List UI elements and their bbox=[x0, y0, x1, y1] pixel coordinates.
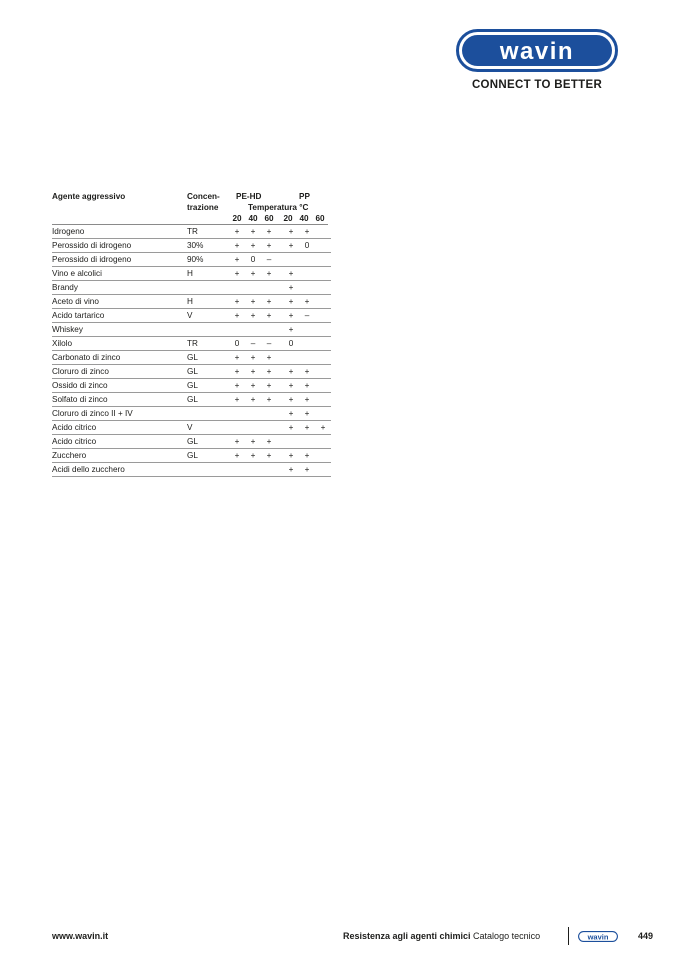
table-row bbox=[52, 239, 331, 253]
table-row bbox=[52, 435, 331, 449]
pehd-60-rating bbox=[261, 463, 277, 477]
concentration bbox=[187, 281, 229, 295]
pehd-40-rating bbox=[245, 281, 261, 295]
agent-name: Perossido di idrogeno bbox=[52, 253, 187, 267]
pp-60-rating bbox=[315, 253, 331, 267]
pehd-20-rating: + bbox=[229, 267, 245, 281]
footer-wavin-logo bbox=[578, 931, 618, 942]
pehd-20-rating bbox=[229, 323, 245, 337]
pehd-60-rating: + bbox=[261, 295, 277, 309]
concentration: GL bbox=[187, 365, 229, 379]
pp-40-rating: + bbox=[299, 365, 315, 379]
pp-60-rating bbox=[315, 323, 331, 337]
footer-url[interactable]: www.wavin.it bbox=[52, 931, 109, 941]
pehd-60-rating: + bbox=[261, 239, 277, 253]
pp-20-rating: + bbox=[283, 225, 299, 239]
table-row bbox=[52, 337, 331, 351]
agent-name: Perossido di idrogeno bbox=[52, 239, 187, 253]
agent-name: Acido tartarico bbox=[52, 309, 187, 323]
pehd-20-rating: + bbox=[229, 225, 245, 239]
table-row bbox=[52, 309, 331, 323]
pp-40-rating: – bbox=[299, 309, 315, 323]
pp-60-rating bbox=[315, 225, 331, 239]
header-concentration-2: trazione bbox=[187, 203, 219, 212]
chemical-resistance-table bbox=[52, 190, 328, 477]
header-pehd: PE-HD bbox=[236, 192, 262, 201]
pehd-40-rating: + bbox=[245, 239, 261, 253]
pp-20-rating bbox=[283, 435, 299, 449]
pehd-60-rating: + bbox=[261, 309, 277, 323]
header-concentration-1: Concen- bbox=[187, 192, 220, 201]
agent-name: Xilolo bbox=[52, 337, 187, 351]
pehd-40-rating bbox=[245, 463, 261, 477]
pehd-20-rating: + bbox=[229, 239, 245, 253]
agent-name: Aceto di vino bbox=[52, 295, 187, 309]
agent-name: Cloruro di zinco II + IV bbox=[52, 407, 187, 421]
table-row bbox=[52, 449, 331, 463]
pp-40-rating: + bbox=[299, 463, 315, 477]
concentration: GL bbox=[187, 351, 229, 365]
footer-title-bold: Resistenza agli agenti chimici bbox=[343, 931, 471, 941]
pehd-40-rating: + bbox=[245, 295, 261, 309]
header-temp-pp-60: 60 bbox=[315, 214, 325, 223]
pehd-60-rating: + bbox=[261, 267, 277, 281]
table-row bbox=[52, 421, 331, 435]
pehd-60-rating: – bbox=[261, 337, 277, 351]
pehd-20-rating: + bbox=[229, 435, 245, 449]
concentration: TR bbox=[187, 225, 229, 239]
table-row bbox=[52, 379, 331, 393]
pp-40-rating: + bbox=[299, 407, 315, 421]
footer-divider bbox=[568, 927, 569, 945]
table-row bbox=[52, 323, 331, 337]
pp-40-rating bbox=[299, 351, 315, 365]
pp-20-rating: + bbox=[283, 463, 299, 477]
pp-60-rating bbox=[315, 281, 331, 295]
pp-20-rating: + bbox=[283, 379, 299, 393]
table-row bbox=[52, 253, 331, 267]
table-header bbox=[52, 190, 328, 225]
pp-20-rating: + bbox=[283, 281, 299, 295]
pehd-20-rating: + bbox=[229, 351, 245, 365]
pehd-20-rating bbox=[229, 407, 245, 421]
agent-name: Whiskey bbox=[52, 323, 187, 337]
header-temp-pe-20: 20 bbox=[232, 214, 242, 223]
pp-40-rating: + bbox=[299, 393, 315, 407]
pp-40-rating bbox=[299, 267, 315, 281]
pehd-20-rating: + bbox=[229, 449, 245, 463]
pehd-40-rating: + bbox=[245, 393, 261, 407]
pp-20-rating: + bbox=[283, 407, 299, 421]
pp-40-rating: 0 bbox=[299, 239, 315, 253]
pp-40-rating: + bbox=[299, 421, 315, 435]
concentration bbox=[187, 463, 229, 477]
pehd-60-rating: + bbox=[261, 435, 277, 449]
header-temp-pp-20: 20 bbox=[283, 214, 293, 223]
concentration: H bbox=[187, 295, 229, 309]
header-temp-pe-40: 40 bbox=[248, 214, 258, 223]
concentration: V bbox=[187, 421, 229, 435]
concentration: 30% bbox=[187, 239, 229, 253]
table-row bbox=[52, 365, 331, 379]
pp-40-rating: + bbox=[299, 225, 315, 239]
pp-20-rating: + bbox=[283, 365, 299, 379]
pp-20-rating: + bbox=[283, 309, 299, 323]
header-temp-pe-60: 60 bbox=[264, 214, 274, 223]
pp-20-rating: + bbox=[283, 449, 299, 463]
pehd-60-rating: + bbox=[261, 225, 277, 239]
pp-20-rating: + bbox=[283, 421, 299, 435]
pp-60-rating bbox=[315, 435, 331, 449]
pp-40-rating bbox=[299, 281, 315, 295]
agent-name: Brandy bbox=[52, 281, 187, 295]
agent-name: Solfato di zinco bbox=[52, 393, 187, 407]
concentration bbox=[187, 407, 229, 421]
table-row bbox=[52, 295, 331, 309]
header-pp: PP bbox=[299, 192, 310, 201]
pehd-40-rating: – bbox=[245, 337, 261, 351]
pehd-20-rating bbox=[229, 421, 245, 435]
pehd-40-rating: + bbox=[245, 449, 261, 463]
concentration bbox=[187, 323, 229, 337]
agent-name: Acidi dello zucchero bbox=[52, 463, 187, 477]
pehd-40-rating: + bbox=[245, 435, 261, 449]
pehd-20-rating: 0 bbox=[229, 337, 245, 351]
pehd-40-rating: 0 bbox=[245, 253, 261, 267]
pp-20-rating: + bbox=[283, 323, 299, 337]
agent-name: Idrogeno bbox=[52, 225, 187, 239]
pehd-40-rating: + bbox=[245, 267, 261, 281]
pehd-60-rating bbox=[261, 421, 277, 435]
table-row bbox=[52, 281, 331, 295]
pehd-20-rating: + bbox=[229, 365, 245, 379]
footer-title bbox=[343, 931, 540, 941]
pp-60-rating bbox=[315, 267, 331, 281]
pp-60-rating bbox=[315, 239, 331, 253]
pp-60-rating bbox=[315, 309, 331, 323]
pp-60-rating bbox=[315, 449, 331, 463]
header-temperature: Temperatura °C bbox=[248, 203, 309, 212]
header-agent: Agente aggressivo bbox=[52, 192, 126, 201]
pp-60-rating bbox=[315, 379, 331, 393]
pp-20-rating: + bbox=[283, 239, 299, 253]
pehd-40-rating bbox=[245, 323, 261, 337]
pehd-20-rating: + bbox=[229, 379, 245, 393]
pp-60-rating bbox=[315, 351, 331, 365]
table-row bbox=[52, 393, 331, 407]
pehd-20-rating bbox=[229, 281, 245, 295]
table-body bbox=[52, 225, 331, 477]
pp-20-rating: 0 bbox=[283, 337, 299, 351]
pehd-60-rating bbox=[261, 407, 277, 421]
page-number: 449 bbox=[638, 931, 654, 941]
pp-60-rating bbox=[315, 295, 331, 309]
pp-60-rating bbox=[315, 365, 331, 379]
pp-60-rating bbox=[315, 337, 331, 351]
agent-name: Ossido di zinco bbox=[52, 379, 187, 393]
pp-60-rating bbox=[315, 463, 331, 477]
concentration: GL bbox=[187, 449, 229, 463]
pp-20-rating bbox=[283, 351, 299, 365]
pehd-40-rating: + bbox=[245, 225, 261, 239]
concentration: TR bbox=[187, 337, 229, 351]
concentration: GL bbox=[187, 435, 229, 449]
pp-40-rating: + bbox=[299, 295, 315, 309]
brand-tagline: CONNECT TO BETTER bbox=[471, 79, 603, 91]
agent-name: Acido citrico bbox=[52, 435, 187, 449]
pp-40-rating bbox=[299, 435, 315, 449]
pehd-40-rating: + bbox=[245, 309, 261, 323]
pp-60-rating: + bbox=[315, 421, 331, 435]
pehd-40-rating bbox=[245, 421, 261, 435]
pehd-40-rating bbox=[245, 407, 261, 421]
wavin-logo bbox=[456, 29, 618, 72]
table-row bbox=[52, 351, 331, 365]
pehd-20-rating: + bbox=[229, 253, 245, 267]
pp-40-rating: + bbox=[299, 449, 315, 463]
pehd-60-rating: – bbox=[261, 253, 277, 267]
pp-60-rating bbox=[315, 407, 331, 421]
pp-60-rating bbox=[315, 393, 331, 407]
pehd-40-rating: + bbox=[245, 365, 261, 379]
pehd-60-rating: + bbox=[261, 449, 277, 463]
pp-20-rating bbox=[283, 253, 299, 267]
pehd-20-rating: + bbox=[229, 295, 245, 309]
pehd-20-rating: + bbox=[229, 393, 245, 407]
pp-40-rating bbox=[299, 253, 315, 267]
pehd-60-rating: + bbox=[261, 393, 277, 407]
pehd-60-rating: + bbox=[261, 365, 277, 379]
pp-40-rating: + bbox=[299, 379, 315, 393]
concentration: GL bbox=[187, 379, 229, 393]
agent-name: Vino e alcolici bbox=[52, 267, 187, 281]
pehd-40-rating: + bbox=[245, 351, 261, 365]
footer-title-rest: Catalogo tecnico bbox=[470, 931, 541, 941]
agent-name: Carbonato di zinco bbox=[52, 351, 187, 365]
pehd-40-rating: + bbox=[245, 379, 261, 393]
pp-40-rating bbox=[299, 323, 315, 337]
table-row bbox=[52, 225, 331, 239]
pehd-20-rating: + bbox=[229, 309, 245, 323]
pp-20-rating: + bbox=[283, 267, 299, 281]
table-row bbox=[52, 463, 331, 477]
logo-text: wavin bbox=[499, 38, 575, 65]
header-rule bbox=[52, 224, 328, 225]
agent-name: Zucchero bbox=[52, 449, 187, 463]
concentration: V bbox=[187, 309, 229, 323]
table-row bbox=[52, 267, 331, 281]
table-row bbox=[52, 407, 331, 421]
pehd-60-rating: + bbox=[261, 379, 277, 393]
pehd-60-rating bbox=[261, 323, 277, 337]
agent-name: Cloruro di zinco bbox=[52, 365, 187, 379]
concentration: 90% bbox=[187, 253, 229, 267]
footer-logo-text: wavin bbox=[587, 932, 609, 942]
concentration: GL bbox=[187, 393, 229, 407]
pehd-20-rating bbox=[229, 463, 245, 477]
pp-40-rating bbox=[299, 337, 315, 351]
pehd-60-rating bbox=[261, 281, 277, 295]
pehd-60-rating: + bbox=[261, 351, 277, 365]
pp-20-rating: + bbox=[283, 393, 299, 407]
agent-name: Acido citrico bbox=[52, 421, 187, 435]
header-temp-pp-40: 40 bbox=[299, 214, 309, 223]
pp-20-rating: + bbox=[283, 295, 299, 309]
concentration: H bbox=[187, 267, 229, 281]
